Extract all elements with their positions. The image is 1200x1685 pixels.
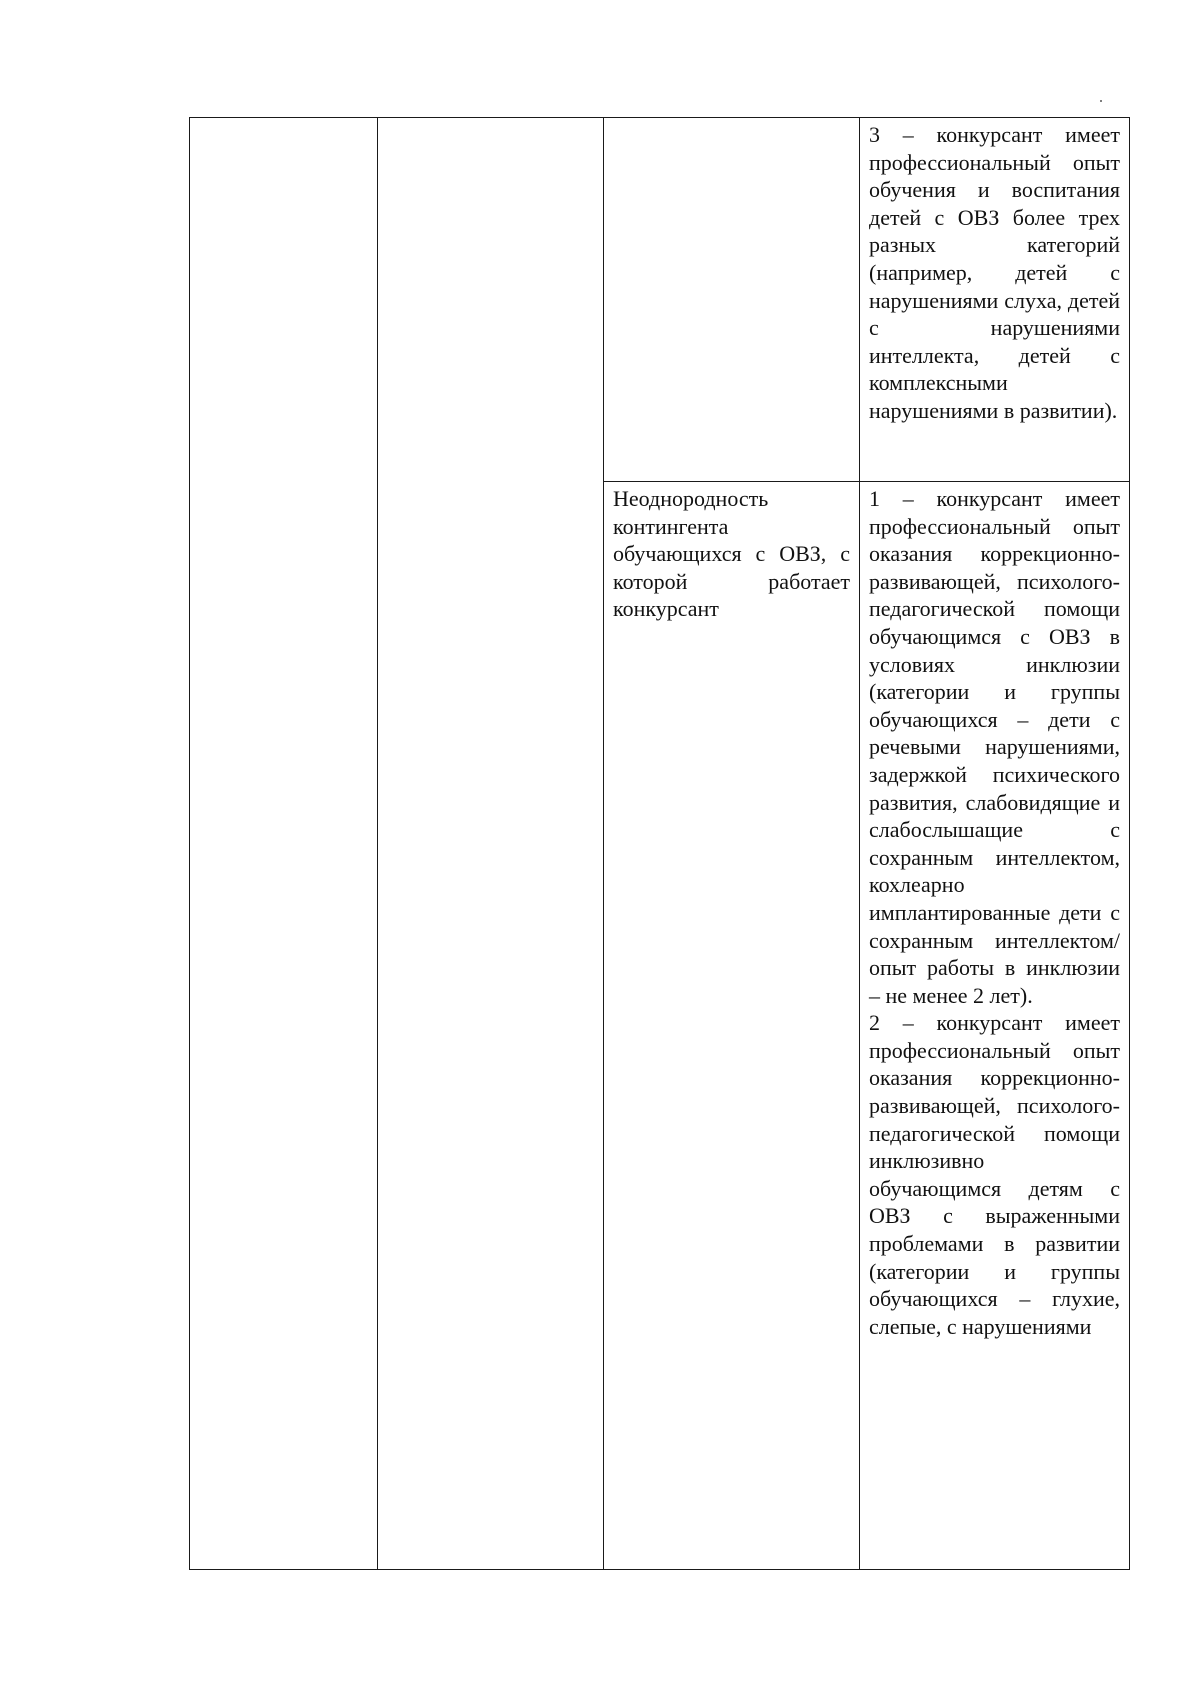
- scan-speck: [1100, 100, 1102, 102]
- description-text-level-2: 2 – конкурсант имеет профессиональный опыт оказания коррекционно-развивающей, психолого-педагогической помощи инклюзивно обучающимся детям с ОВЗ с выраженными проблемами в развитии (категории и группы обучающихся – глухие, слепые, с нарушениями: [869, 1010, 1120, 1339]
- table-cell-criterion: [604, 482, 860, 1570]
- criterion-text: Неоднородность контингента обучающихся с ОВЗ, с которой работает конкурсант: [613, 486, 850, 622]
- description-text: 3 – конкурсант имеет профессиональный опыт обучения и воспитания детей с ОВЗ более трех разных категорий (например, детей с нарушениями слуха, детей с нарушениями интеллекта, детей с комплексными нарушениями в развитии).: [869, 122, 1120, 423]
- table-cell-col1: [190, 118, 378, 1570]
- criteria-table: [189, 117, 1130, 1570]
- table-cell-description: [860, 118, 1130, 482]
- table-cell-col2: [378, 118, 604, 1570]
- table-cell-criterion: [604, 118, 860, 482]
- table-cell-description: [860, 482, 1130, 1570]
- table-row: [190, 118, 1130, 482]
- description-text-level-1: 1 – конкурсант имеет профессиональный опыт оказания коррекционно-развивающей, психолого-педагогической помощи обучающимся с ОВЗ в условиях инклюзии (категории и группы обучающихся – дети с речевыми нарушениями, задержкой психического развития, слабовидящие и слабослышащие с сохранным интеллектом, кохлеарно имплантированные дети с сохранным интеллектом/ опыт работы в инклюзии – не менее 2 лет).: [869, 486, 1120, 1008]
